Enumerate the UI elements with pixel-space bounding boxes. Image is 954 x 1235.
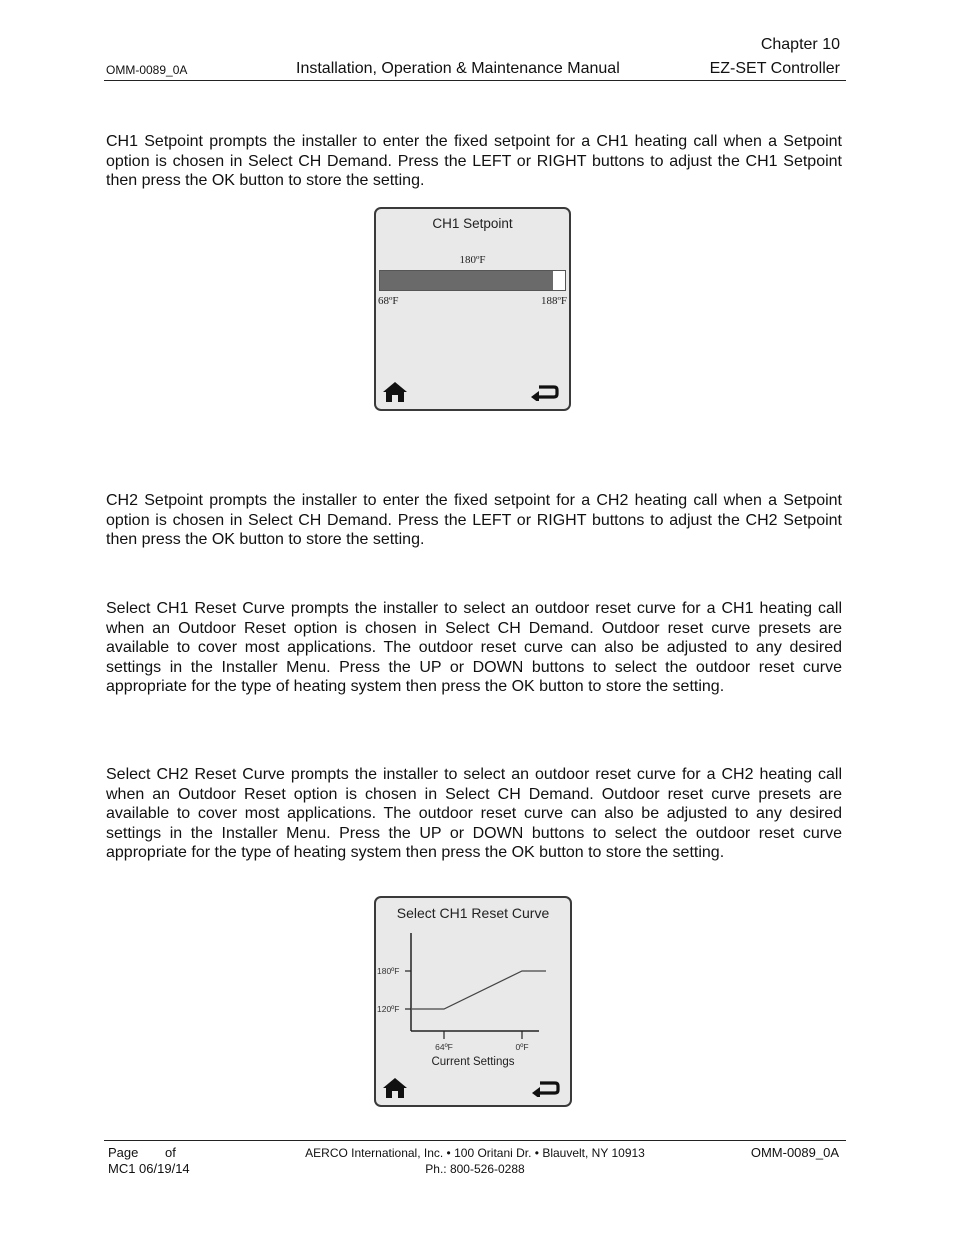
footer-address: AERCO International, Inc. • 100 Oritani Dr. • Blauvelt, NY 10913: [305, 1146, 645, 1160]
current-settings-caption: Current Settings: [431, 1056, 515, 1068]
footer-revision: MC1 06/19/14: [108, 1161, 190, 1176]
footer-divider: [104, 1140, 846, 1141]
reset-curve-line: [412, 971, 546, 1009]
footer-doc-number: OMM-0089_0A: [750, 1145, 839, 1160]
header-divider: [104, 80, 846, 81]
setpoint-slider-fill: [380, 271, 553, 290]
header-product: EZ-SET Controller: [709, 60, 840, 77]
setpoint-min-label: 68ºF: [378, 295, 399, 307]
paragraph-ch2-setpoint: CH2 Setpoint prompts the installer to enter the fixed setpoint for a CH2 heating call when a Setpoint option is chosen in Select CH Demand. Press the LEFT or RIGHT buttons to adjust the CH2 Setpoint then press the OK button to store the setting.: [106, 492, 842, 549]
y-tick-label-120: 120ºF: [377, 1004, 400, 1014]
paragraph-ch1-reset-curve: Select CH1 Reset Curve prompts the installer to select an outdoor reset curve for a CH1 heating call when an Outdoor Reset option is chosen in Select CH Demand. Outdoor reset curve presets are available to cover most applications. The outdoor reset curve can also be adjusted to any desired settings in the Installer Menu. Press the UP or DOWN buttons to select the outdoor reset curve appropriate for the type of heating system then press the OK button to store the setting.: [106, 600, 842, 696]
paragraph-ch1-setpoint: CH1 Setpoint prompts the installer to enter the fixed setpoint for a CH1 heating call when a Setpoint option is chosen in Select CH Demand. Press the LEFT or RIGHT buttons to adjust the CH1 Setpoint then press the OK button to store the setting.: [106, 133, 842, 190]
reset-curve-screen: [374, 896, 572, 1107]
home-icon[interactable]: [382, 1077, 408, 1099]
header-manual-title: Installation, Operation & Maintenance Manual: [296, 60, 620, 77]
y-tick-label-180: 180ºF: [377, 966, 400, 976]
footer-of-label: of: [165, 1145, 176, 1160]
x-tick-label-64: 64ºF: [435, 1042, 453, 1052]
home-icon[interactable]: [382, 381, 408, 403]
paragraph-ch2-reset-curve: Select CH2 Reset Curve prompts the installer to select an outdoor reset curve for a CH2 heating call when an Outdoor Reset option is chosen in Select CH Demand. Outdoor reset curve presets are available to cover most applications. The outdoor reset curve can also be adjusted to any desired settings in the Installer Menu. Press the UP or DOWN buttons to select the outdoor reset curve appropriate for the type of heating system then press the OK button to store the setting.: [106, 766, 842, 862]
setpoint-slider[interactable]: [379, 270, 566, 291]
screen-title: Select CH1 Reset Curve: [396, 905, 550, 921]
footer-phone: Ph.: 800-526-0288: [425, 1162, 525, 1176]
screen-title: CH1 Setpoint: [432, 216, 513, 231]
header-doc-number: OMM-0089_0A: [106, 63, 188, 77]
header-chapter: Chapter 10: [760, 36, 840, 53]
setpoint-max-label: 188ºF: [540, 295, 567, 307]
footer-page-label: Page: [108, 1145, 139, 1160]
return-arrow-icon[interactable]: [530, 381, 560, 401]
ch1-setpoint-screen: [374, 207, 571, 411]
x-tick-label-0: 0ºF: [515, 1042, 529, 1052]
reset-curve-chart: [376, 898, 570, 1068]
return-arrow-icon[interactable]: [531, 1077, 561, 1097]
setpoint-value: 180ºF: [459, 254, 486, 266]
